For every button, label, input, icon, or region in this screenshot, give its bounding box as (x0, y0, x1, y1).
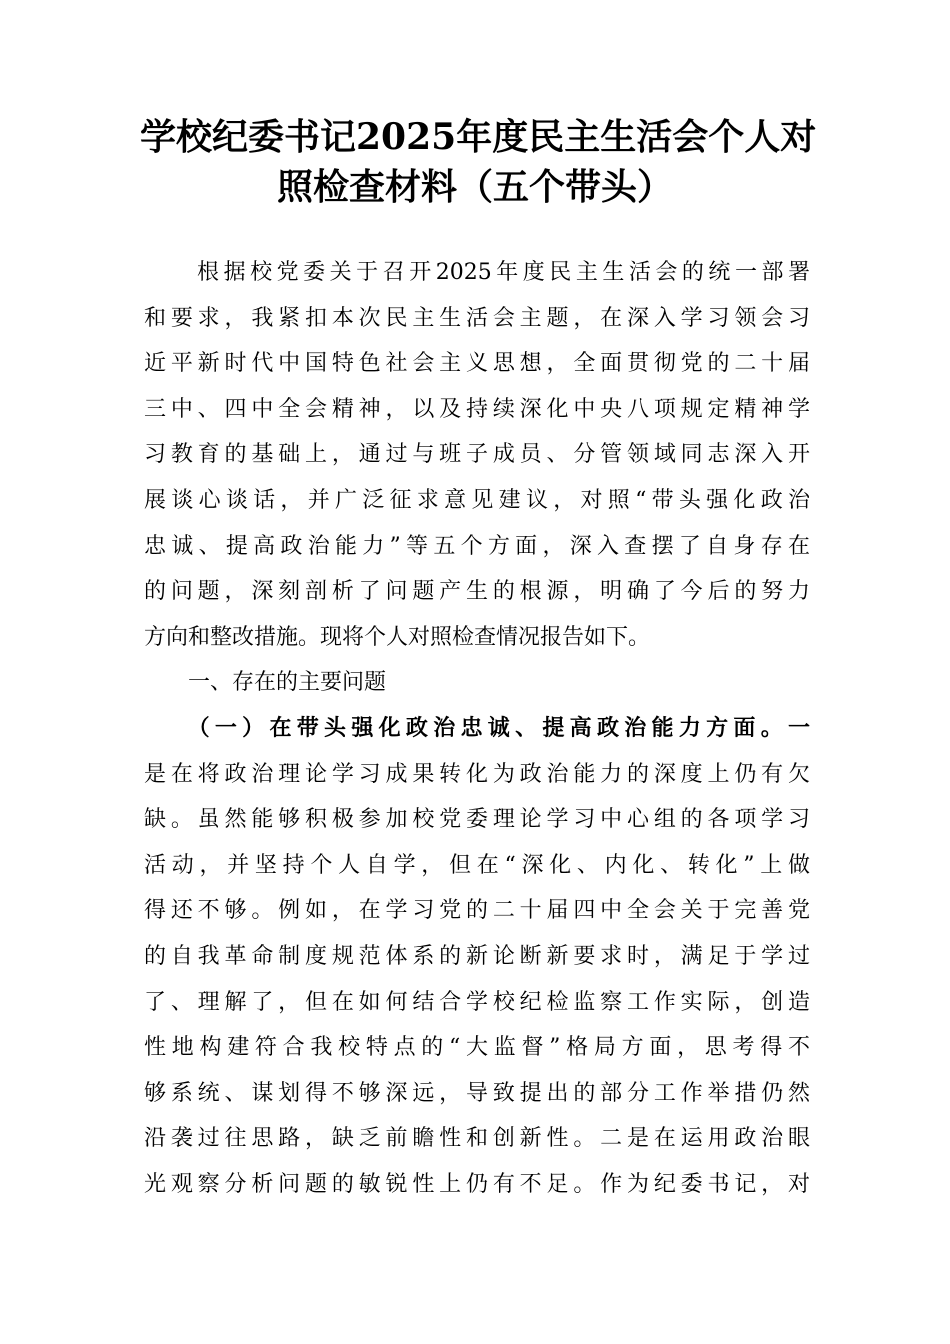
paragraph-line: 了、理解了，但在如何结合学校纪检监察工作实际，创造 (144, 989, 810, 1015)
paragraph-line: 近平新时代中国特色社会主义思想，全面贯彻党的二十届 (144, 351, 810, 377)
paragraph-line: 的自我革命制度规范体系的新论断新要求时，满足于学过 (144, 943, 810, 969)
paragraph-line: 方向和整改措施。现将个人对照检查情况报告如下。 (144, 624, 651, 650)
paragraph-line: 的问题，深刻剖析了问题产生的根源，明确了今后的努力 (144, 579, 810, 605)
paragraph-line: 是在将政治理论学习成果转化为政治能力的深度上仍有欠 (144, 761, 810, 787)
paragraph-line: 和要求，我紧扣本次民主生活会主题，在深入学习领会习 (144, 305, 810, 331)
paragraph-line: 活动，并坚持个人自学，但在“深化、内化、转化”上做 (144, 852, 810, 878)
paragraph-line: 三中、四中全会精神，以及持续深化中央八项规定精神学 (144, 396, 810, 422)
paragraph-line: 习教育的基础上，通过与班子成员、分管领域同志深入开 (144, 442, 810, 468)
paragraph-line: 根据校党委关于召开2025年度民主生活会的统一部署 (144, 260, 810, 285)
document-title (140, 112, 817, 212)
paragraph-line: 忠诚、提高政治能力”等五个方面，深入查摆了自身存在 (144, 533, 810, 559)
paragraph-line: 沿袭过往思路，缺乏前瞻性和创新性。二是在运用政治眼 (144, 1126, 810, 1152)
subsection-heading-line: （一）在带头强化政治忠诚、提高政治能力方面。一 (144, 714, 810, 741)
paragraph-line: 展谈心谈话，并广泛征求意见建议，对照“带头强化政治 (144, 487, 810, 513)
paragraph-line: 缺。虽然能够积极参加校党委理论学习中心组的各项学习 (144, 807, 810, 833)
paragraph-line: 得还不够。例如，在学习党的二十届四中全会关于完善党 (144, 898, 810, 924)
paragraph-line: 性地构建符合我校特点的“大监督”格局方面，思考得不 (144, 1035, 810, 1061)
paragraph-line: 光观察分析问题的敏锐性上仍有不足。作为纪委书记，对 (144, 1171, 810, 1197)
title-line-1: 学校纪委书记2025年度民主生活会个人对 (140, 116, 817, 158)
document-body (144, 250, 810, 1207)
section-heading: 一、存在的主要问题 (144, 670, 387, 696)
title-line-2: 照检查材料（五个带头） (276, 166, 673, 208)
paragraph-line: 够系统、谋划得不够深远，导致提出的部分工作举措仍然 (144, 1080, 810, 1106)
